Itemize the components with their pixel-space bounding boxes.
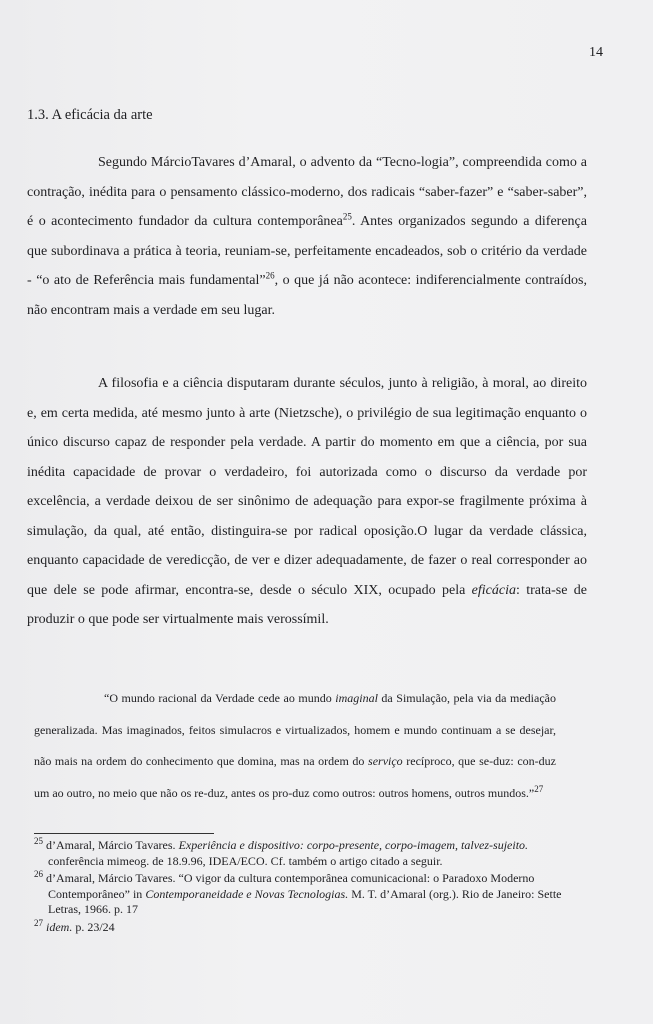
footnote-text-b: M. T. d’Amaral (org.). Rio de Janeiro: Sette Letras, 1966. p. 17: [48, 886, 562, 916]
quote-text-b: da Simulação, pela via da mediação generalizada. Mas imaginados, feitos simulacros e virtualizados, homem e mundo continuam a se desejar, não mais na ordem do conhecimento que domina, mas na ordem do: [34, 691, 556, 768]
paragraph-2-text-b: : trata-se de produzir o que pode ser virtualmente mais verossímil.: [27, 582, 588, 627]
footnote-title: Contemporaneidade e Novas Tecnologias.: [145, 886, 349, 901]
footnote-title: idem.: [46, 919, 73, 934]
paragraph-1-text-b: . Antes organizados segundo a diferença que subordinava a prática à teoria, reuniam-se, perfeitamente encadeados, sob o critério da verdade - “o ato de Referência mais fundamental”: [27, 214, 587, 288]
paragraph-1-text-a: Segundo MárcioTavares d’Amaral, o advento da “Tecno-logia”, compreendida como a contração, inédita para o pensamento clássico-moderno, dos radicais “saber-fazer” e “saber-saber”, é o acontecimento fundador da cultura contemporânea: [27, 155, 587, 229]
paragraph-1: [27, 148, 587, 325]
paragraph-2-emphasis: eficácia: [471, 582, 516, 598]
footnote-text-a: d’Amaral, Márcio Tavares. “O vigor da cultura contemporânea comunicacional: o Paradoxo Moderno Contemporâneo” in: [43, 871, 535, 901]
block-quote: [34, 683, 556, 809]
page-number: 14: [589, 45, 603, 60]
footnote-ref-27: 27: [534, 783, 544, 794]
footnote-text-a: d’Amaral, Márcio Tavares.: [43, 838, 179, 852]
footnote-ref-25: 25: [342, 211, 352, 222]
footnote-25: [34, 838, 574, 869]
quote-text-a: “O mundo racional da Verdade cede ao mundo: [104, 691, 336, 705]
footnotes: [34, 838, 574, 937]
footnote-title: Experiência e dispositivo: corpo-presente, corpo-imagem, talvez-sujeito.: [178, 838, 529, 852]
paragraph-1-text-c: , o que já não acontece: indiferencialmente contraídos, não encontram mais a verdade em seu lugar.: [27, 273, 587, 318]
section-heading: 1.3. A eficácia da arte: [27, 107, 153, 123]
paragraph-2: [27, 369, 587, 635]
footnote-text-b: p. 23/24: [72, 919, 115, 934]
footnote-26: [34, 871, 574, 918]
footnote-number: 25: [34, 836, 43, 846]
quote-emphasis-2: serviço: [368, 754, 403, 768]
quote-text-c: recíproco, que se-duz: con-duz um ao outro, no meio que não os re-duz, antes os pro-duz como outros: outros homens, outros mundos.”: [34, 754, 556, 800]
footnote-ref-26: 26: [265, 270, 275, 281]
footnote-number: 27: [34, 917, 43, 928]
paragraph-2-text-a: A filosofia e a ciência disputaram durante séculos, junto à religião, à moral, ao direito e, em certa medida, até mesmo junto à arte (Nietzsche), o privilégio de sua legitimação enquanto o único discurso capaz de responder pela verdade. A partir do momento em que a ciência, por sua inédita capacidade de provar o verdadeiro, foi autorizada como o discurso da verdade por excelência, a verdade deixou de ser sinônimo de adequação para expor-se fragilmente próxima à simulação, da qual, até então, distinguira-se por radical oposição.O lugar da verdade clássica, enquanto capacidade de veredicção, de ver e dizer adequadamente, de fazer o real corresponder ao que dele se pode afirmar, encontra-se, desde o século XIX, ocupado pela: [27, 376, 587, 598]
quote-emphasis-1: imaginal: [335, 691, 378, 705]
footnote-number: 26: [34, 869, 43, 879]
footnote-27: [34, 917, 574, 936]
footnote-divider: [34, 833, 214, 834]
footnote-text-b: conferência mimeog. de 18.9.96, IDEA/ECO. Cf. também o artigo citado a seguir.: [48, 853, 443, 868]
